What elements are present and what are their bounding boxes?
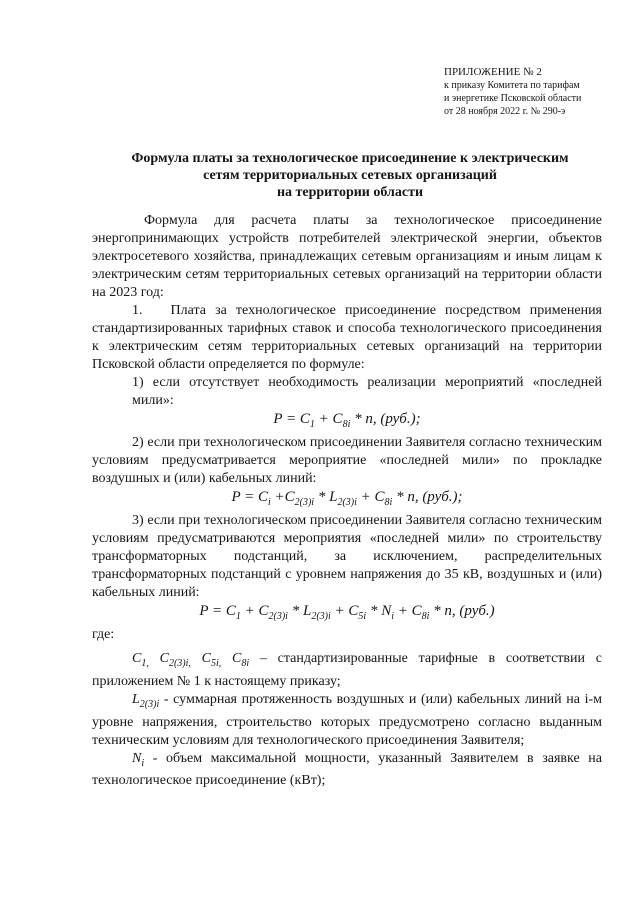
case-2-paragraph: 2) если при технологическом присоединении Заявителя согласно техническим условиям предусматривается мероприятие «последней мили» по прокладке воздушных и (или) кабельных линий: xyxy=(92,435,602,486)
definition-length xyxy=(92,691,602,750)
definition-tariffs xyxy=(92,650,602,691)
appendix-line: и энергетике Псковской области xyxy=(444,93,582,104)
title-line: сетям территориальных сетевых организаций xyxy=(203,168,497,183)
definition-power xyxy=(92,750,602,791)
definition-symbols: $C_{1,}$ $C_{2(3)i,}$ $C_{5i,}$ $C_{8i}$ xyxy=(132,651,250,669)
case-3-paragraph: 3) если при технологическом присоединении Заявителя согласно техническим условиям предусматриваются мероприятия «последней мили» по строительству трансформаторных подстанций, за исключением, распределительных трансформаторных подстанций с уровнем напряжения до 35 кВ, воздушных и (или) кабельных линий: xyxy=(92,513,602,600)
definition-symbol: $L_{2(3)i}$ xyxy=(132,691,160,710)
formula-1: $P = C_1 + C_{8i} * n$, (руб.); xyxy=(273,411,421,430)
where-label: где: xyxy=(92,627,115,642)
appendix-title: ПРИЛОЖЕНИЕ № 2 xyxy=(444,66,542,78)
definition-text: - объем максимальной мощности, указанный Заявителем в заявке на технологическое присоединение (кВт); xyxy=(92,750,602,789)
document-body xyxy=(92,212,602,790)
case-1-paragraph: 1) если отсутствует необходимость реализации мероприятий «последней мили»: xyxy=(132,375,602,408)
appendix-header xyxy=(444,66,624,118)
formula-2: $P = C_i +C_{2(3)i} * L_{2(3)i} + C_{8i} * n$, (руб.); xyxy=(231,489,463,508)
formula-3: $P = C_1 + C_{2(3)i} * L_{2(3)i} + C_{5i} * N_i + C_{8i} * n$, (руб.) xyxy=(199,603,495,622)
definition-symbol: $N_i$ xyxy=(132,750,145,769)
intro-paragraph: Формула для расчета платы за технологическое присоединение энергопринимающих устройств потребителей электрической энергии, объектов электросетевого хозяйства, принадлежащих сетевым организациям и иным лицам к электрическим сетям территориальных сетевых организаций на территории области на 2023 год: xyxy=(92,213,602,300)
appendix-date: от 28 ноября 2022 г. № 290-э xyxy=(444,106,566,117)
title-line: на территории области xyxy=(276,185,424,200)
appendix-line: к приказу Комитета по тарифам xyxy=(444,80,580,91)
definition-text: – стандартизированные тарифные в соответствии с приложением № 1 к настоящему приказу; xyxy=(92,651,602,689)
definition-text: - суммарная протяженность воздушных и (или) кабельных линий на i-м уровне напряжения, строительство которых предусмотрено согласно выданным техническим условиям для технологического присоединения Заявителя; xyxy=(92,691,602,748)
title-line: Формула платы за технологическое присоединение к электрическим xyxy=(131,151,569,166)
item-1-paragraph: 1. Плата за технологическое присоединение посредством применения стандартизированных тарифных ставок и способа технологического присоединения к электрическим сетям территориальных сетевых организаций на территории Псковской области определяется по формуле: xyxy=(92,303,602,372)
document-title xyxy=(100,150,600,201)
